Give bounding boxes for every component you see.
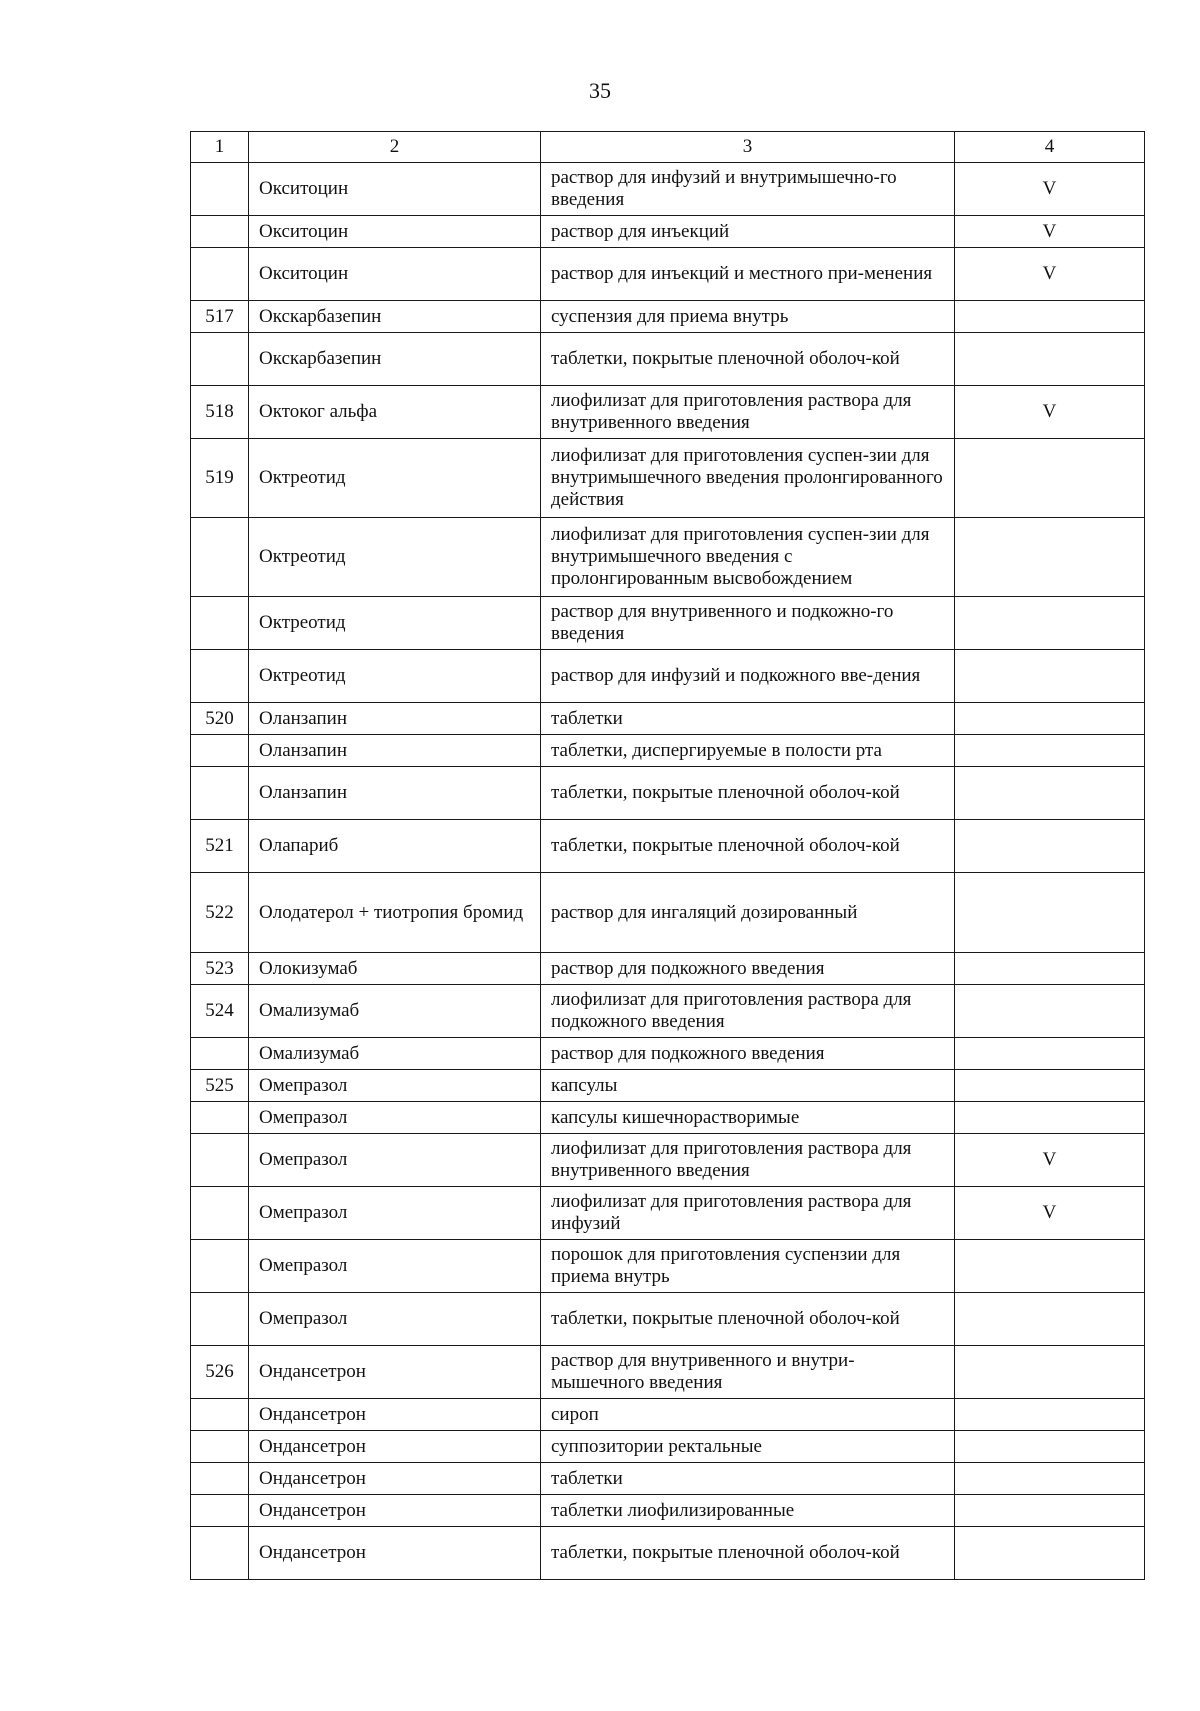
row-number-cell: 525 [191, 1070, 249, 1102]
row-number-cell [191, 1293, 249, 1346]
dosage-form-cell: лиофилизат для приготовления суспен-зии для внутримышечного введения пролонгированного действия [541, 439, 955, 518]
mark-cell: V [955, 216, 1145, 248]
row-number-cell [191, 1102, 249, 1134]
table-row [191, 333, 1145, 386]
dosage-form-cell: таблетки, покрытые пленочной оболоч-кой [541, 333, 955, 386]
dosage-form-cell: раствор для внутривенного и подкожно-го введения [541, 597, 955, 650]
dosage-form-cell: лиофилизат для приготовления раствора для внутривенного введения [541, 1134, 955, 1187]
mark-cell [955, 1495, 1145, 1527]
column-header-3: 3 [541, 132, 955, 163]
drug-table [190, 131, 1145, 1580]
mark-cell [955, 1431, 1145, 1463]
table-row [191, 1038, 1145, 1070]
drug-name-cell: Оланзапин [249, 735, 541, 767]
row-number-cell [191, 216, 249, 248]
row-number-cell [191, 1240, 249, 1293]
mark-cell [955, 1240, 1145, 1293]
dosage-form-cell: раствор для ингаляций дозированный [541, 873, 955, 953]
drug-name-cell: Омализумаб [249, 1038, 541, 1070]
table-row [191, 1346, 1145, 1399]
dosage-form-cell: капсулы кишечнорастворимые [541, 1102, 955, 1134]
table-row [191, 985, 1145, 1038]
row-number-cell [191, 767, 249, 820]
table-row [191, 1495, 1145, 1527]
row-number-cell [191, 163, 249, 216]
mark-cell [955, 1070, 1145, 1102]
mark-cell [955, 873, 1145, 953]
row-number-cell [191, 1399, 249, 1431]
table-row [191, 953, 1145, 985]
dosage-form-cell: лиофилизат для приготовления раствора для внутривенного введения [541, 386, 955, 439]
row-number-cell: 524 [191, 985, 249, 1038]
table-row [191, 767, 1145, 820]
mark-cell [955, 333, 1145, 386]
table-body [191, 163, 1145, 1580]
drug-name-cell: Октреотид [249, 518, 541, 597]
drug-name-cell: Олокизумаб [249, 953, 541, 985]
drug-name-cell: Октреотид [249, 439, 541, 518]
table-row [191, 650, 1145, 703]
table-row [191, 1187, 1145, 1240]
mark-cell [955, 820, 1145, 873]
table-row [191, 703, 1145, 735]
dosage-form-cell: раствор для внутривенного и внутри-мышечного введения [541, 1346, 955, 1399]
column-header-1: 1 [191, 132, 249, 163]
row-number-cell [191, 597, 249, 650]
row-number-cell [191, 333, 249, 386]
mark-cell [955, 735, 1145, 767]
drug-name-cell: Омепразол [249, 1070, 541, 1102]
drug-name-cell: Олодатерол + тиотропия бромид [249, 873, 541, 953]
row-number-cell: 517 [191, 301, 249, 333]
dosage-form-cell: таблетки лиофилизированные [541, 1495, 955, 1527]
row-number-cell [191, 1134, 249, 1187]
dosage-form-cell: раствор для подкожного введения [541, 953, 955, 985]
mark-cell: V [955, 1187, 1145, 1240]
table-row [191, 1293, 1145, 1346]
mark-cell: V [955, 1134, 1145, 1187]
drug-name-cell: Окситоцин [249, 163, 541, 216]
table-row [191, 163, 1145, 216]
drug-name-cell: Олапариб [249, 820, 541, 873]
drug-name-cell: Окскарбазепин [249, 301, 541, 333]
dosage-form-cell: суспензия для приема внутрь [541, 301, 955, 333]
table-row [191, 873, 1145, 953]
dosage-form-cell: суппозитории ректальные [541, 1431, 955, 1463]
drug-name-cell: Ондансетрон [249, 1399, 541, 1431]
row-number-cell: 518 [191, 386, 249, 439]
drug-name-cell: Омепразол [249, 1102, 541, 1134]
row-number-cell [191, 518, 249, 597]
page-number: 35 [589, 78, 611, 103]
table-row [191, 216, 1145, 248]
row-number-cell [191, 248, 249, 301]
drug-name-cell: Ондансетрон [249, 1527, 541, 1580]
drug-name-cell: Оланзапин [249, 703, 541, 735]
drug-name-cell: Октреотид [249, 650, 541, 703]
row-number-cell [191, 1495, 249, 1527]
drug-name-cell: Ондансетрон [249, 1463, 541, 1495]
dosage-form-cell: лиофилизат для приготовления суспен-зии для внутримышечного введения с пролонгированным высвобождением [541, 518, 955, 597]
table-row [191, 1240, 1145, 1293]
table-row [191, 1431, 1145, 1463]
dosage-form-cell: раствор для подкожного введения [541, 1038, 955, 1070]
dosage-form-cell: капсулы [541, 1070, 955, 1102]
mark-cell [955, 985, 1145, 1038]
drug-name-cell: Окситоцин [249, 248, 541, 301]
dosage-form-cell: порошок для приготовления суспензии для приема внутрь [541, 1240, 955, 1293]
mark-cell [955, 650, 1145, 703]
table-row [191, 301, 1145, 333]
dosage-form-cell: раствор для инфузий и подкожного вве-дения [541, 650, 955, 703]
mark-cell [955, 1102, 1145, 1134]
table-row [191, 820, 1145, 873]
dosage-form-cell: лиофилизат для приготовления раствора для подкожного введения [541, 985, 955, 1038]
table-row [191, 735, 1145, 767]
row-number-cell: 523 [191, 953, 249, 985]
drug-name-cell: Окскарбазепин [249, 333, 541, 386]
table-row [191, 1070, 1145, 1102]
drug-name-cell: Омализумаб [249, 985, 541, 1038]
mark-cell [955, 1038, 1145, 1070]
row-number-cell [191, 735, 249, 767]
mark-cell [955, 1399, 1145, 1431]
drug-name-cell: Ондансетрон [249, 1431, 541, 1463]
dosage-form-cell: раствор для инъекций и местного при-менения [541, 248, 955, 301]
mark-cell [955, 439, 1145, 518]
mark-cell: V [955, 248, 1145, 301]
drug-name-cell: Омепразол [249, 1240, 541, 1293]
dosage-form-cell: раствор для инъекций [541, 216, 955, 248]
drug-name-cell: Оланзапин [249, 767, 541, 820]
mark-cell: V [955, 163, 1145, 216]
table-row [191, 1399, 1145, 1431]
drug-name-cell: Октреотид [249, 597, 541, 650]
dosage-form-cell: таблетки, покрытые пленочной оболоч-кой [541, 1527, 955, 1580]
row-number-cell [191, 1038, 249, 1070]
mark-cell [955, 767, 1145, 820]
table-row [191, 386, 1145, 439]
table-row [191, 1527, 1145, 1580]
drug-name-cell: Омепразол [249, 1187, 541, 1240]
drug-name-cell: Окситоцин [249, 216, 541, 248]
row-number-cell: 519 [191, 439, 249, 518]
column-header-4: 4 [955, 132, 1145, 163]
dosage-form-cell: таблетки [541, 1463, 955, 1495]
row-number-cell [191, 1527, 249, 1580]
dosage-form-cell: таблетки, покрытые пленочной оболоч-кой [541, 767, 955, 820]
row-number-cell [191, 1463, 249, 1495]
row-number-cell: 521 [191, 820, 249, 873]
mark-cell [955, 1463, 1145, 1495]
mark-cell [955, 953, 1145, 985]
dosage-form-cell: сироп [541, 1399, 955, 1431]
mark-cell [955, 1346, 1145, 1399]
dosage-form-cell: таблетки, покрытые пленочной оболоч-кой [541, 820, 955, 873]
table-row [191, 518, 1145, 597]
mark-cell [955, 301, 1145, 333]
dosage-form-cell: раствор для инфузий и внутримышечно-го введения [541, 163, 955, 216]
mark-cell: V [955, 386, 1145, 439]
row-number-cell: 520 [191, 703, 249, 735]
table-row [191, 1134, 1145, 1187]
row-number-cell [191, 1431, 249, 1463]
dosage-form-cell: лиофилизат для приготовления раствора для инфузий [541, 1187, 955, 1240]
row-number-cell: 526 [191, 1346, 249, 1399]
mark-cell [955, 518, 1145, 597]
table-row [191, 597, 1145, 650]
row-number-cell [191, 650, 249, 703]
drug-name-cell: Ондансетрон [249, 1495, 541, 1527]
mark-cell [955, 1293, 1145, 1346]
dosage-form-cell: таблетки, диспергируемые в полости рта [541, 735, 955, 767]
drug-name-cell: Омепразол [249, 1293, 541, 1346]
mark-cell [955, 597, 1145, 650]
row-number-cell [191, 1187, 249, 1240]
drug-name-cell: Октоког альфа [249, 386, 541, 439]
table-row [191, 439, 1145, 518]
row-number-cell: 522 [191, 873, 249, 953]
mark-cell [955, 703, 1145, 735]
table-header-row [191, 132, 1145, 163]
drug-name-cell: Ондансетрон [249, 1346, 541, 1399]
table-row [191, 1463, 1145, 1495]
dosage-form-cell: таблетки [541, 703, 955, 735]
column-header-2: 2 [249, 132, 541, 163]
table-row [191, 248, 1145, 301]
dosage-form-cell: таблетки, покрытые пленочной оболоч-кой [541, 1293, 955, 1346]
drug-name-cell: Омепразол [249, 1134, 541, 1187]
table-row [191, 1102, 1145, 1134]
mark-cell [955, 1527, 1145, 1580]
